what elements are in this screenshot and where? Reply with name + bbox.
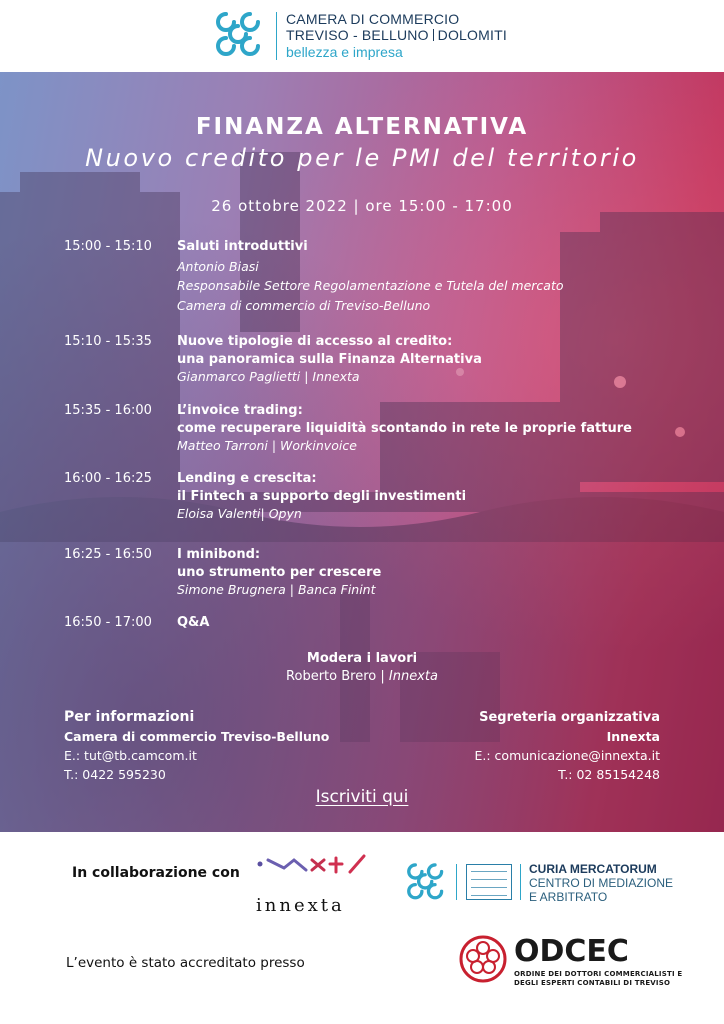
event-title: FINANZA ALTERNATIVA [195,114,529,140]
agenda-speaker: Antonio Biasi [177,258,259,274]
camera-commercio-small-logo-icon [402,860,450,906]
agenda-title: I minibond: [177,547,261,562]
agenda-title: Q&A [177,615,210,630]
curia-mercatorum-emblem-icon [466,864,512,900]
emblem-lines [471,868,507,896]
odcec-fullname [514,970,682,988]
secretariat-email[interactable]: E.: comunicazione@innexta.it [474,748,660,763]
accreditation-label: L’evento è stato accreditato presso [66,955,305,971]
agenda-title-line2: come recuperare liquidità scontando in rete le proprie fatture [177,420,632,436]
logo-separator [520,864,521,900]
agenda-title: Lending e crescita: [177,471,317,486]
org-line2-divider [433,29,434,41]
org-tagline: bellezza e impresa [286,44,403,60]
org-line2-a: TREVISO - BELLUNO [286,27,429,43]
odcec-sub-line2: DEGLI ESPERTI CONTABILI DI TREVISO [514,979,671,987]
agenda-time: 15:00 - 15:10 [64,239,152,254]
hero-content [0,72,724,832]
agenda-body [177,238,687,314]
contact-info [64,708,329,784]
logo-separator [456,864,457,900]
agenda-body [177,402,687,455]
agenda-speaker: Gianmarco Paglietti | Innexta [177,369,360,384]
secretariat-phone: T.: 02 85154248 [558,767,660,782]
agenda-title-line2: uno strumento per crescere [177,564,382,580]
contact-org: Camera di commercio Treviso-Belluno [64,729,330,744]
curia-line3: E ARBITRATO [529,890,608,904]
agenda-time: 16:50 - 17:00 [64,615,152,630]
org-line2 [286,27,507,43]
moderator-label: Modera i lavori [306,651,418,666]
agenda-title: L’invoice trading: [177,403,303,418]
agenda-time: 15:35 - 16:00 [64,403,152,418]
contact-phone: T.: 0422 595230 [64,767,166,782]
secretariat-info [475,708,661,784]
agenda-body [177,470,687,523]
curia-mercatorum-name [529,862,673,904]
org-line2-b: DOLOMITI [437,27,507,43]
moderator [0,650,724,686]
hero-banner [0,72,724,832]
agenda-speaker: Simone Brugnera | Banca Finint [177,582,376,597]
contact-heading: Per informazioni [64,709,195,725]
curia-line1: CURIA MERCATORUM [529,862,657,876]
agenda-body [177,333,687,386]
secretariat-org: Innexta [606,729,660,744]
agenda-time: 16:25 - 16:50 [64,547,152,562]
event-date: 26 ottobre 2022 | ore 15:00 - 17:00 [211,197,513,215]
odcec-emblem-icon [458,934,508,984]
logo-separator [276,12,277,60]
agenda-speaker: Eloisa Valenti| Opyn [177,506,302,521]
agenda-body [177,614,687,632]
contact-email[interactable]: E.: tut@tb.camcom.it [64,748,197,763]
odcec-wordmark: ODCEC [514,934,629,969]
innexta-wordmark: innexta [256,895,345,916]
signup-link[interactable]: Iscriviti qui [315,787,409,807]
agenda-speaker: Matteo Tarroni | Workinvoice [177,438,357,453]
agenda-time: 15:10 - 15:35 [64,334,152,349]
agenda-title-line2: il Fintech a supporto degli investimenti [177,488,467,504]
camera-commercio-logo-icon [210,8,268,64]
agenda-role: Responsabile Settore Regolamentazione e Tutela del mercato [177,278,564,293]
odcec-sub-line1: ORDINE DEI DOTTORI COMMERCIALISTI E [514,970,683,978]
collaboration-label: In collaborazione con [72,865,240,881]
curia-line2: CENTRO DI MEDIAZIONE [529,876,674,890]
page-header [0,0,724,72]
moderator-name: Roberto Brero | [286,669,389,684]
org-line1: CAMERA DI COMMERCIO [286,11,460,27]
agenda-org: Camera di commercio di Treviso-Belluno [177,297,431,313]
agenda-time: 16:00 - 16:25 [64,471,152,486]
agenda-title: Nuove tipologie di accesso al credito: [177,334,453,349]
secretariat-heading: Segreteria organizzativa [479,710,660,725]
agenda-title-line2: una panoramica sulla Finanza Alternativa [177,351,482,367]
org-name [286,11,507,61]
event-subtitle: Nuovo credito per le PMI del territorio [85,144,639,172]
agenda-title: Saluti introduttivi [177,239,308,254]
agenda-body [177,546,687,599]
moderator-org: Innexta [388,669,438,684]
